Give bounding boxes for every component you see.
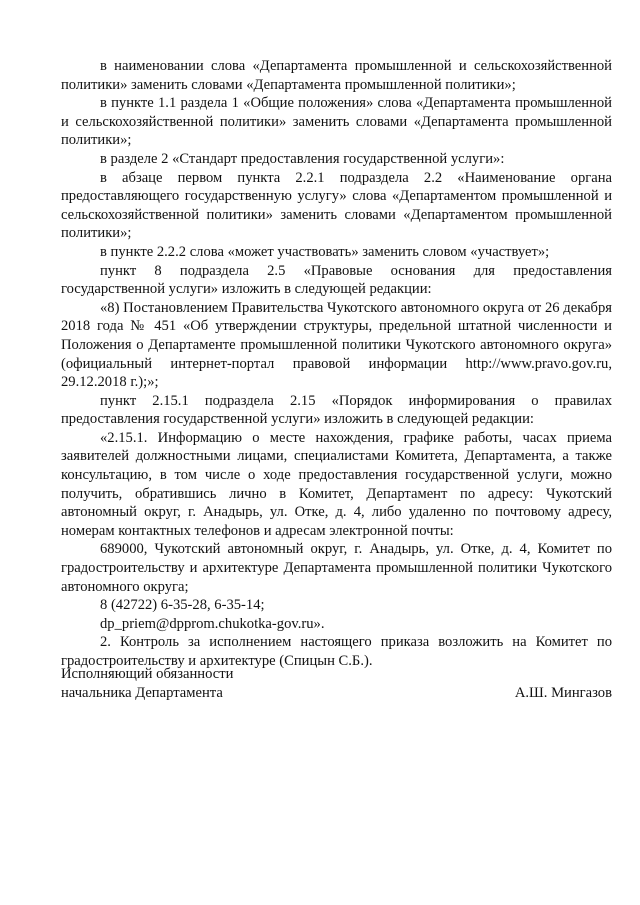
signatory-title-line1: Исполняющий обязанности	[61, 666, 234, 682]
paragraph-11: 8 (42722) 6-35-28, 6-35-14;	[100, 597, 265, 614]
signatory-name: А.Ш. Мингазов	[514, 684, 612, 701]
paragraph-6: пункт 8 подраздела 2.5 «Правовые основания для предоставления государственной услуги» изложить в следующей редакции:	[61, 262, 612, 298]
paragraph-7: «8) Постановлением Правительства Чукотского автономного округа от 26 декабря 2018 года № 451 «Об утверждении структуры, предельной штатной численности и Положения о Департаменте промышленной политики Чукотского автономного округа» (официальный интернет-портал правовой информации http://www.pravo.gov.ru, 29.12.2018 г.);»;	[61, 299, 612, 391]
paragraph-3: в разделе 2 «Стандарт предоставления государственной услуги»:	[100, 150, 505, 167]
paragraph-9: «2.15.1. Информацию о месте нахождения, графике работы, часах приема заявителей должностными лицами, специалистами Комитета, Департамента, а также консультацию, в том числе о ходе предоставления государственной услуги, можно получить, обратившись лично в Комитет, Департамент по адресу: Чукотский автономный округ, г. Анадырь, ул. Отке, д. 4, либо удаленно по почтовому адресу, номерам контактных телефонов и адресам электронной почты:	[61, 429, 612, 539]
paragraph-13: 2. Контроль за исполнением настоящего приказа возложить на Комитет по градостроительству и архитектуре (Спицын С.Б.).	[61, 634, 612, 669]
paragraph-12: dp_priem@dpprom.chukotka-gov.ru».	[100, 615, 325, 632]
paragraph-5: в пункте 2.2.2 слова «может участвовать» заменить словом «участвует»;	[100, 243, 550, 260]
paragraph-8: пункт 2.15.1 подраздела 2.15 «Порядок информирования о правилах предоставления государственной услуги» изложить в следующей редакции:	[61, 392, 612, 428]
signature-row	[61, 684, 612, 703]
paragraph-4: в абзаце первом пункта 2.2.1 подраздела 2.2 «Наименование органа предоставляющего государственную услугу» слова «Департаментом промышленной и сельскохозяйственной политики» заменить словами «Департаментом промышленной политики»;	[61, 169, 612, 242]
document-body	[61, 57, 612, 671]
signatory-title-line2: начальника Департамента	[61, 684, 223, 701]
signature-block	[61, 665, 612, 702]
paragraph-10: 689000, Чукотский автономный округ, г. Анадырь, ул. Отке, д. 4, Комитет по градостроительству и архитектуре Департамента промышленной политики Чукотского автономного округа;	[61, 541, 612, 595]
paragraph-2: в пункте 1.1 раздела 1 «Общие положения» слова «Департамента промышленной и сельскохозяйственной политики» заменить словами «Департамента промышленной политики»;	[61, 95, 612, 149]
paragraph-1: в наименовании слова «Департамента промышленной и сельскохозяйственной политики» заменить словами «Департамента промышленной политики»;	[61, 58, 612, 93]
